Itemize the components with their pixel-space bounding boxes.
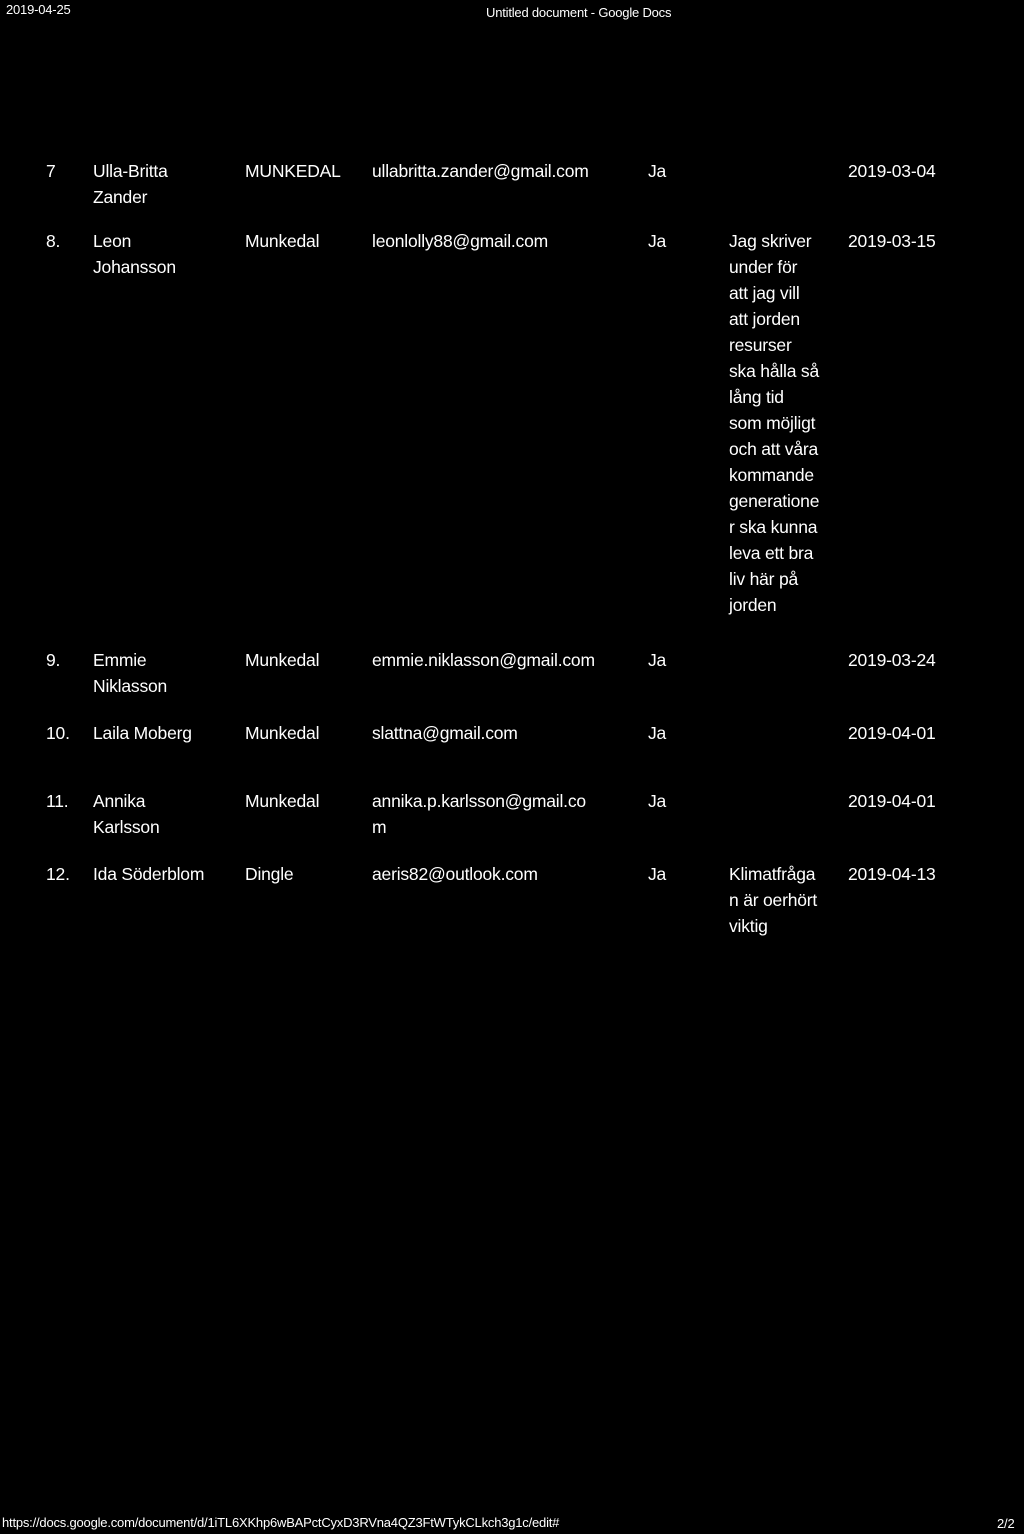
signature-date: 2019-04-01 <box>848 791 936 811</box>
print-footer <box>0 1512 1024 1532</box>
consent-value: Ja <box>648 723 667 743</box>
signer-name: Emmie Niklasson <box>93 650 168 696</box>
signer-email: aeris82@outlook.com <box>372 864 538 884</box>
signer-name: Annika Karlsson <box>93 791 160 837</box>
signer-name: Leon Johansson <box>93 231 176 277</box>
document-title: Untitled document - Google Docs <box>486 5 672 20</box>
signer-email: emmie.niklasson@gmail.com <box>372 650 595 670</box>
row-number: 10. <box>46 723 70 743</box>
signer-city: Munkedal <box>245 723 320 743</box>
signature-date: 2019-03-15 <box>848 231 936 251</box>
signer-city: MUNKEDAL <box>245 161 341 181</box>
signature-date: 2019-04-13 <box>848 864 936 884</box>
consent-value: Ja <box>648 864 667 884</box>
page-number: 2/2 <box>997 1516 1015 1531</box>
row-number: 7 <box>46 161 56 181</box>
signature-date: 2019-03-04 <box>848 161 936 181</box>
print-date: 2019-04-25 <box>6 2 71 17</box>
signer-city: Munkedal <box>245 231 320 251</box>
signer-comment: Jag skriver under för att jag vill att jorden resurser ska hålla så lång tid som möjligt och att våra kommande generatione r ska kunna leva ett bra liv här på jorden <box>729 231 820 615</box>
row-number: 8. <box>46 231 61 251</box>
signer-email: leonlolly88@gmail.com <box>372 231 549 251</box>
signer-name: Ulla-Britta Zander <box>93 161 168 207</box>
signer-comment: Klimatfråga n är oerhört viktig <box>729 864 818 936</box>
consent-value: Ja <box>648 231 667 251</box>
signature-date: 2019-04-01 <box>848 723 936 743</box>
signature-date: 2019-03-24 <box>848 650 936 670</box>
signer-email: slattna@gmail.com <box>372 723 518 743</box>
signer-city: Munkedal <box>245 791 320 811</box>
consent-value: Ja <box>648 650 667 670</box>
signer-city: Dingle <box>245 864 294 884</box>
consent-value: Ja <box>648 791 667 811</box>
row-number: 12. <box>46 864 70 884</box>
signer-email: annika.p.karlsson@gmail.co m <box>372 791 586 837</box>
signer-email: ullabritta.zander@gmail.com <box>372 161 589 181</box>
document-url: https://docs.google.com/document/d/1iTL6XKhp6wBAPctCyxD3RVna4QZ3FtWTykCLkch3g1c/edit# <box>2 1515 560 1530</box>
consent-value: Ja <box>648 161 667 181</box>
signer-city: Munkedal <box>245 650 320 670</box>
signer-name: Laila Moberg <box>93 723 192 743</box>
row-number: 9. <box>46 650 61 670</box>
signer-name: Ida Söderblom <box>93 864 205 884</box>
row-number: 11. <box>46 791 69 811</box>
